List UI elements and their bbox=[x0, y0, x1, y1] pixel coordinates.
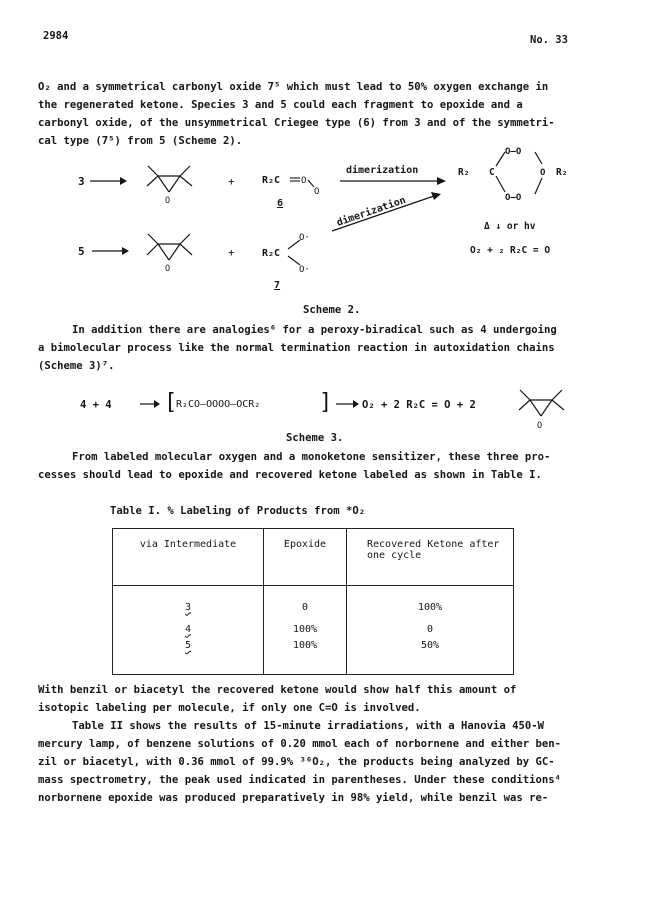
text-line: In addition there are analogies⁶ for a peroxy-biradical such as 4 undergoing bbox=[72, 324, 557, 336]
table-cell: 50% bbox=[347, 640, 514, 675]
text-line: From labeled molecular oxygen and a monoketone sensitizer, these three pro- bbox=[72, 451, 551, 463]
heat-or-light-label: Δ ↓ or hv bbox=[484, 221, 536, 232]
table-header-row bbox=[113, 529, 514, 586]
scheme-2-caption: Scheme 2. bbox=[303, 304, 361, 316]
dimer-c-left: C bbox=[489, 167, 495, 178]
ring-oxygen-right: O bbox=[540, 168, 546, 178]
carbonyl-oxide-o2: O bbox=[314, 187, 320, 197]
text-line: cesses should lead to epoxide and recovered ketone labeled as shown in Table I. bbox=[38, 469, 542, 481]
dimerization-label-diagonal: dimerization bbox=[335, 194, 408, 229]
dimerization-label-top: dimerization bbox=[346, 165, 419, 176]
epoxide-oxygen-label: O bbox=[165, 196, 171, 206]
text-line: mercury lamp, of benzene solutions of 0.20 mmol each of norbornene and either ben- bbox=[38, 738, 561, 750]
compound-6-label: 6 bbox=[277, 198, 284, 209]
table-1 bbox=[112, 528, 514, 675]
compound-7-label: 7 bbox=[274, 280, 281, 291]
text-line: Table II shows the results of 15-minute irradiations, with a Hanovia 450-W bbox=[72, 720, 544, 732]
text-line: zil or biacetyl, with 0.36 mmol of 99.9% ³⁶O₂, the products being analyzed by GC- bbox=[38, 756, 555, 768]
table-1-title: Table I. % Labeling of Products from *O₂ bbox=[110, 505, 366, 517]
arrowhead-icon bbox=[431, 192, 441, 200]
plus-sign: + bbox=[228, 246, 235, 259]
compound-5-label: 5 bbox=[78, 245, 85, 258]
text-line: mass spectrometry, the peak used indicated in parentheses. Under these conditions⁴ bbox=[38, 774, 561, 786]
dimer-r2-right: R₂ bbox=[556, 167, 568, 178]
epoxide-structure-icon bbox=[147, 234, 192, 260]
text-line: cal type (7⁵) from 5 (Scheme 2). bbox=[38, 135, 243, 147]
table-row bbox=[113, 640, 514, 675]
carbonyl-oxide-r2c: R₂C bbox=[262, 248, 281, 259]
svg-text:O: O bbox=[537, 421, 543, 431]
table-cell: 100% bbox=[347, 586, 514, 619]
arrowhead-icon bbox=[437, 177, 446, 185]
table-header-cell: via Intermediate bbox=[113, 529, 264, 586]
dimer-r2-left: R₂ bbox=[458, 167, 470, 178]
table-cell: 3 bbox=[113, 586, 264, 619]
text-line: a bimolecular process like the normal termination reaction in autoxidation chains bbox=[38, 342, 555, 354]
table-cell: 100% bbox=[264, 640, 347, 675]
text-line: norbornene epoxide was produced preparatively in 98% yield, while benzil was re- bbox=[38, 792, 549, 804]
scheme-3-caption: Scheme 3. bbox=[286, 432, 344, 444]
compound-3-label: 3 bbox=[78, 175, 85, 188]
bracket-left: [ bbox=[164, 390, 178, 415]
text-line: the regenerated ketone. Species 3 and 5 could each fragment to epoxide and a bbox=[38, 99, 523, 111]
scheme-3-intermediate: R₂CO—OOOO—OCR₂ bbox=[176, 399, 261, 410]
epoxide-structure-icon bbox=[514, 386, 568, 432]
text-line: O₂ and a symmetrical carbonyl oxide 7⁵ which must lead to 50% oxygen exchange in bbox=[38, 81, 549, 93]
table-cell: 5 bbox=[113, 640, 264, 675]
table-cell: 0 bbox=[264, 586, 347, 619]
scheme-2-diagram bbox=[0, 140, 672, 300]
arrow-right-icon bbox=[138, 392, 160, 416]
epoxide-oxygen-label: O bbox=[165, 264, 171, 274]
page-number: 2984 bbox=[43, 30, 69, 42]
ring-oxygens-top: O—O bbox=[505, 147, 522, 157]
carbonyl-oxide-o1: O bbox=[301, 176, 307, 186]
tetroxane-ring-icon bbox=[496, 152, 542, 194]
arrowhead-icon bbox=[122, 247, 129, 255]
carbonyl-oxide-r2c: R₂C bbox=[262, 175, 281, 186]
issue-number: No. 33 bbox=[530, 34, 568, 46]
table-row bbox=[113, 586, 514, 619]
plus-sign: + bbox=[228, 175, 235, 188]
arrow-right-icon bbox=[334, 392, 360, 416]
text-line: (Scheme 3)⁷. bbox=[38, 360, 115, 372]
bracket-right: ] bbox=[319, 390, 333, 415]
ring-oxygens-bottom: O—O bbox=[505, 193, 522, 203]
arrowhead-icon bbox=[120, 177, 127, 185]
scheme-3-reactants: 4 + 4 bbox=[80, 399, 112, 411]
scheme-3-products: O₂ + 2 R₂C = O + 2 bbox=[362, 399, 476, 411]
table-row bbox=[113, 618, 514, 640]
scheme-2-products: O₂ + ₂ R₂C = O bbox=[470, 245, 551, 256]
table-header-cell: Epoxide bbox=[264, 529, 347, 586]
text-line: carbonyl oxide, of the unsymmetrical Criegee type (6) from 3 and of the symmetri- bbox=[38, 117, 555, 129]
epoxide-structure-icon bbox=[147, 166, 192, 192]
table-cell: 0 bbox=[347, 618, 514, 640]
radical-oxygen-top: O· bbox=[299, 233, 310, 243]
table-cell: 100% bbox=[264, 618, 347, 640]
text-line: isotopic labeling per molecule, if only one C=O is involved. bbox=[38, 702, 421, 714]
table-cell: 4 bbox=[113, 618, 264, 640]
table-header-cell: Recovered Ketone after one cycle bbox=[347, 529, 514, 586]
radical-oxygen-bottom: O· bbox=[299, 265, 310, 275]
text-line: With benzil or biacetyl the recovered ketone would show half this amount of bbox=[38, 684, 517, 696]
